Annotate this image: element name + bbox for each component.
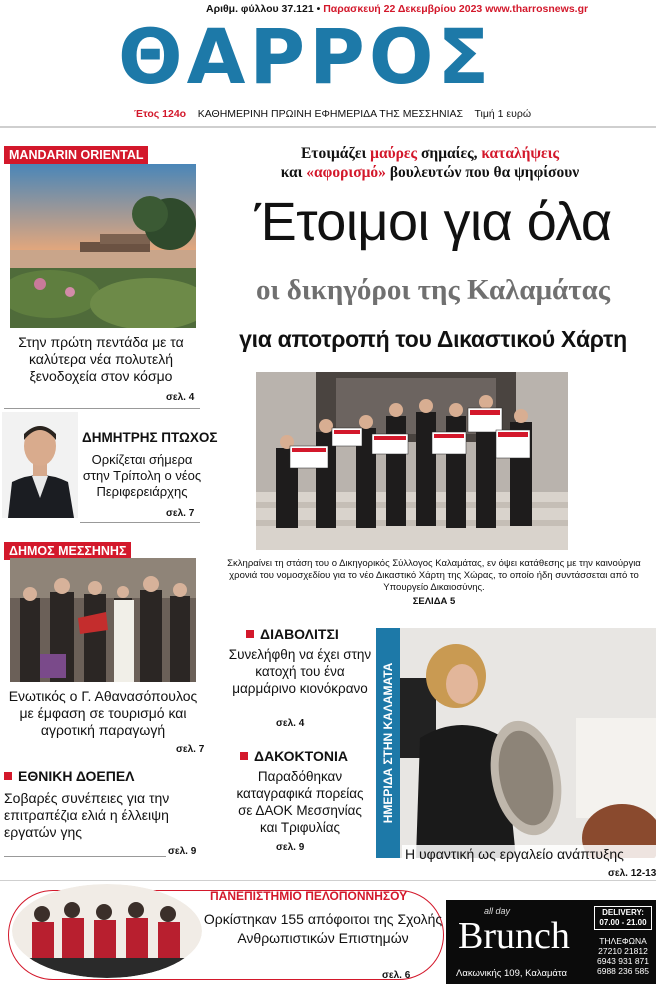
bullet-square [4, 772, 12, 780]
dakoktonia-text: Παραδόθηκαν καταγραφικά πορείας σε ΔΑΟΚ Μεσσηνίας και Τριφυλίας [236, 769, 364, 835]
issue-line: Αριθμ. φύλλου 37.121 • Παρασκευή 22 Δεκεμβρίου 2023 www.tharrosnews.gr [206, 3, 589, 15]
dakoktonia-page: σελ. 9 [276, 842, 305, 853]
messini-kicker: ΔΗΜΟΣ ΜΕΣΣΗΝΗΣ [4, 542, 131, 560]
divoliti-title: ΔΙΑΒΟΛΙΤΣΙ [246, 626, 339, 642]
hotel-photo [10, 164, 196, 328]
ptochos-name: ΔΗΜΗΤΡΗΣ ΠΤΩΧΟΣ [82, 430, 218, 445]
doepel-text: Σοβαρές συνέπειες για την επιτραπέζια ελιά η έλλειψη εργατών γης [4, 790, 170, 840]
weaving-caption: Η υφαντική ως εργαλείο ανάπτυξης [402, 845, 656, 863]
messini-caption: Ενωτικός ο Γ. Αθανασόπουλος με έμφαση σε τουρισμό και αγροτική παραγωγή [8, 688, 198, 738]
ad-small-label: all day [484, 906, 511, 916]
issue-number: Αριθμ. φύλλου 37.121 [206, 3, 314, 15]
issue-date: Παρασκευή 22 Δεκεμβρίου 2023 [323, 3, 483, 15]
university-kicker: ΠΑΝΕΠΙΣΤΗΜΙΟ ΠΕΛΟΠΟΝΝΗΣΟΥ [210, 889, 408, 903]
bottom-divider [0, 880, 656, 881]
main-subhead: οι δικηγόροι της Καλαμάτας [255, 274, 611, 306]
weaving-page: σελ. 12-13 [608, 868, 656, 879]
messini-page: σελ. 7 [176, 744, 205, 755]
ad-delivery: DELIVERY: 07.00 - 21.00 [594, 906, 652, 930]
ad-address: Λακωνικής 109, Καλαμάτα [456, 968, 568, 979]
divoliti-text: Συνελήφθη να έχει στην κατοχή του ένα μαρμάρινο κιονόκρανο [228, 647, 372, 696]
ad-brand-name: Brunch [458, 915, 570, 957]
tagline: ΚΑΘΗΜΕΡΙΝΗ ΠΡΩΙΝΗ ΕΦΗΜΕΡΙΔΑ ΤΗΣ ΜΕΣΣΗΝΙΑΣ [197, 108, 464, 120]
university-text: Ορκίστηκαν 155 απόφοιτοι της Σχολής Ανθρωπιστικών Επιστημών [203, 911, 443, 946]
tagline-line [134, 108, 531, 120]
main-page-ref: ΣΕΛΙΔΑ 5 [412, 596, 456, 607]
lawyers-protest-photo [256, 372, 568, 550]
mandarin-page: σελ. 4 [166, 392, 195, 403]
main-kicker: Ετοιμάζει μαύρες σημαίες, καταλήψεις και «αφορισμό» βουλευτών που θα ψηφίσουν [280, 145, 580, 181]
messini-photo [10, 558, 196, 682]
main-subhead-2: για αποτροπή του Δικαστικού Χάρτη [239, 326, 627, 352]
doepel-page: σελ. 9 [168, 846, 197, 857]
dakoktonia-title: ΔΑΚΟΚΤΟΝΙΑ [240, 748, 348, 764]
university-page: σελ. 6 [382, 970, 411, 981]
divider [4, 856, 166, 857]
ptochos-page: σελ. 7 [166, 508, 195, 519]
year-label: Έτος 124ο [134, 108, 187, 120]
weaving-photo [376, 628, 656, 858]
bullet-square [246, 630, 254, 638]
divoliti-page: σελ. 4 [276, 718, 305, 729]
masthead-divider [0, 126, 656, 128]
ptochos-photo [2, 412, 78, 518]
mandarin-kicker: MANDARIN ORIENTAL [4, 146, 148, 164]
ptochos-text: Ορκίζεται σήμερα στην Τρίπολη ο νέος Περιφερειάρχης [82, 452, 202, 499]
newspaper-logo: ΘΑΡΡΟΣ [118, 12, 494, 101]
main-headline: Έτοιμοι για όλα [254, 192, 612, 252]
graduates-photo [12, 884, 202, 978]
main-photo-caption: Σκληραίνει τη στάση του ο Δικηγορικός Σύλλογος Καλαμάτας, εν όψει κατάθεσης με την καινούργια χρονιά του νομοσχεδίου για το νέο Δικαστικό Χάρτη της Χώρας, το οποίο ήδη συντάσσεται από το Υπουργείο Δικαιοσύνης. [227, 558, 641, 593]
divider [80, 522, 200, 523]
weaving-vertical-label: ΗΜΕΡΙΔΑ ΣΤΗΝ ΚΑΛΑΜΑΤΑ [381, 662, 395, 824]
mandarin-caption: Στην πρώτη πεντάδα με τα καλύτερα νέα πολυτελή ξενοδοχεία στον κόσμο [18, 334, 184, 384]
brunch-ad[interactable] [446, 900, 656, 984]
masthead [0, 0, 656, 128]
bullet-square [240, 752, 248, 760]
ad-phones: ΤΗΛΕΦΩΝΑ 27210 21812 6943 931 871 6988 236 585 [597, 936, 649, 976]
divider [4, 408, 200, 409]
doepel-title: ΕΘΝΙΚΗ ΔΟΕΠΕΛ [4, 768, 135, 784]
website-link[interactable]: www.tharrosnews.gr [485, 3, 589, 15]
price-label: Τιμή 1 ευρώ [474, 108, 532, 120]
